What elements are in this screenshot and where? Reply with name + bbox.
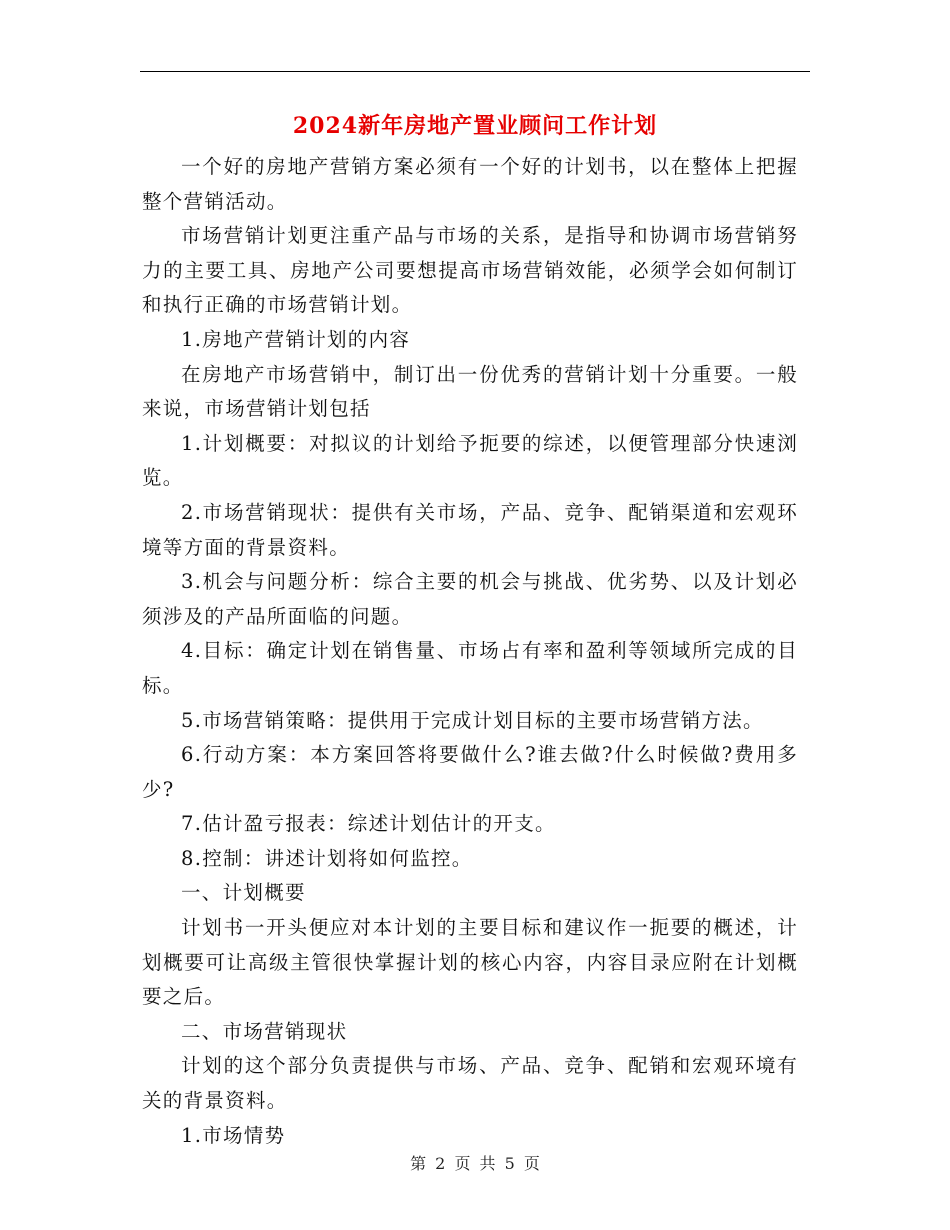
list-item: 5.市场营销策略：提供用于完成计划目标的主要市场营销方法。 [181,708,764,732]
list-item: 1.计划概要：对拟议的计划给予扼要的综述，以便管理部分快速浏览。 [142,431,798,490]
section-heading: 二、市场营销现状 [181,1019,348,1043]
paragraph: 一个好的房地产营销方案必须有一个好的计划书，以在整体上把握整个营销活动。 [142,155,798,213]
section-heading: 一、计划概要 [181,881,306,905]
paragraph: 在房地产市场营销中，制订出一份优秀的营销计划十分重要。一般来说，市场营销计划包括 [142,362,798,421]
list-item: 3.机会与问题分析：综合主要的机会与挑战、优劣势、以及计划必须涉及的产品所面临的问题。 [142,570,798,628]
paragraph: 市场营销计划更注重产品与市场的关系，是指导和协调市场营销努力的主要工具、房地产公司要想提高市场营销效能，必须学会如何制订和执行正确的市场营销计划。 [142,224,798,317]
list-item: 7.估计盈亏报表：综述计划估计的开支。 [181,812,556,836]
paragraph: 计划书一开头便应对本计划的主要目标和建议作一扼要的概述，计划概要可让高级主管很快掌握计划的核心内容，内容目录应附在计划概要之后。 [142,916,798,1009]
page-footer: 第 2 页 共 5 页 [410,1154,540,1173]
list-item: 8.控制：讲述计划将如何监控。 [181,846,473,870]
list-item: 6.行动方案：本方案回答将要做什么?谁去做?什么时候做?费用多少? [142,743,798,801]
header-rule [140,71,810,72]
document-title: 2024新年房地产置业顾问工作计划 [292,113,658,139]
list-item: 4.目标：确定计划在销售量、市场占有率和盈利等领域所完成的目标。 [142,639,798,697]
section-heading: 1.房地产营销计划的内容 [181,327,411,351]
section-heading: 1.市场情势 [181,1123,286,1147]
document-body [142,150,798,1153]
list-item: 2.市场营销现状：提供有关市场，产品、竞争、配销渠道和宏观环境等方面的背景资料。 [142,500,798,559]
paragraph: 计划的这个部分负责提供与市场、产品、竞争、配销和宏观环境有关的背景资料。 [142,1054,798,1113]
